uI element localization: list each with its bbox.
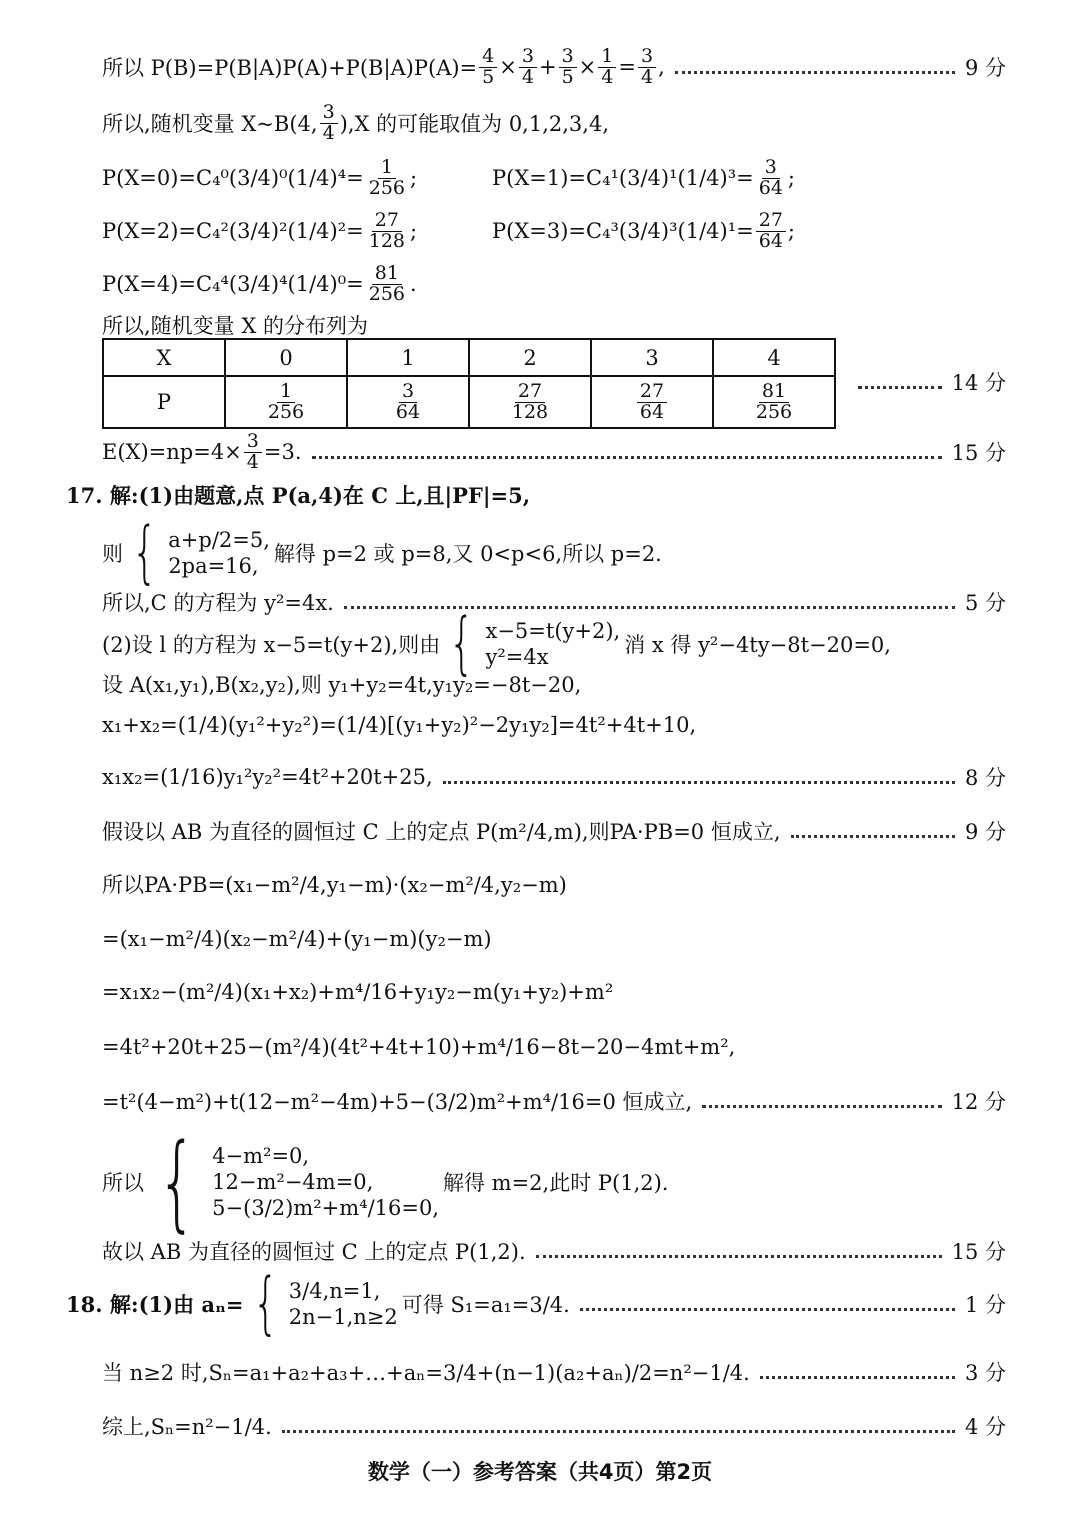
line-expand-3: =4t²+20t+25−(m²/4)(4t²+4t+10)+m⁴/16−8t−20−4mt+m², [102,1035,736,1059]
fraction: $\frac{27}{64}$ [756,211,786,252]
score-leader [702,1105,941,1108]
line-conclusion: 故以 AB 为直径的圆恒过 C 上的定点 P(1,2). 15 分 [102,1240,1006,1264]
score-leader [580,1308,955,1311]
table-cell: $\frac{1}{256}$ [225,376,347,428]
fraction: $\frac{4}{5}$ [479,47,497,88]
line-binomial: 所以,随机变量 X~B(4, 3 4 ),X 的可能取值为 0,1,2,3,4, [102,100,610,144]
table-cell: $\frac{27}{128}$ [469,376,591,428]
line-dist-intro: 所以,随机变量 X 的分布列为 [102,314,368,338]
pb-text: 所以 P(B)=P(B|A)P(A)+P(B|A)P(A)= [102,56,478,80]
brace: { [252,1264,279,1343]
table-cell: 0 [225,339,347,376]
line-identity: =t²(4−m²)+t(12−m²−4m)+5−(3/2)m²+m⁴/16=0 恒成立, 12 分 [102,1090,1006,1114]
fraction: 3 4 [320,103,338,144]
brace: { [157,1121,197,1243]
line-px0-px1: P(X=0)=C₄⁰(3/4)⁰(1/4)⁴= $\frac{1}{256}$ ; P(X=1)=C₄¹(3/4)¹(1/4)³= $\frac{3}{64}$ ; [102,155,795,199]
line-system-p: 则 { a+p/2=5, 2pa=16, 解得 p=2 或 p=8,又 0<p<6,所以 p=2. [102,513,662,592]
line-expand-2: =x₁x₂−(m²/4)(x₁+x₂)+m⁴/16+y₁y₂−m(y₁+y₂)+m² [102,980,614,1004]
table-header-x: X [103,339,225,376]
table-cell: 3 [591,339,713,376]
line-x-product: x₁x₂=(1/16)y₁²y₂²=4t²+20t+25, 8 分 [102,765,1006,790]
line-expand-1: =(x₁−m²/4)(x₂−m²/4)+(y₁−m)(y₂−m) [102,927,492,951]
line-px2-px3: P(X=2)=C₄²(3/4)²(1/4)²= $\frac{27}{128}$ ; P(X=3)=C₄³(3/4)³(1/4)¹= $\frac{27}{64}$ ; [102,208,795,252]
score-leader [791,835,955,838]
q17-heading: 17. 解:(1)由题意,点 P(a,4)在 C 上,且|PF|=5, [66,483,531,508]
score-leader [760,1376,955,1379]
fraction: $\frac{27}{128}$ [368,208,405,252]
fraction: $\frac{1}{4}$ [598,47,616,88]
line-parabola: 所以,C 的方程为 y²=4x. 5 分 [102,591,1006,615]
score-leader [344,606,955,609]
table-cell: $\frac{27}{64}$ [591,376,713,428]
line-sn: 当 n≥2 时,Sₙ=a₁+a₂+a₃+…+aₙ=3/4+(n−1)(a₂+aₙ)/2=n²−1/4. 3 分 [102,1361,1006,1385]
table-cell: 4 [713,339,835,376]
fraction: 3 4 [519,47,537,88]
line-system-l: (2)设 l 的方程为 x−5=t(y+2),则由 { x−5=t(y+2), y²=4x 消 x 得 y²−4ty−8t−20=0, [102,604,891,683]
brace: { [131,513,158,592]
table-cell: $\frac{3}{64}$ [347,376,469,428]
line-x-sum: x₁+x₂=(1/4)(y₁²+y₂²)=(1/4)[(y₁+y₂)²−2y₁y₂]=4t²+4t+10, [102,713,697,737]
fraction: $\frac{3}{64}$ [758,155,783,199]
q18-heading: 18. 解:(1)由 aₙ= { 3/4,n=1, 2n−1,n≥2 可得 S₁=a₁=3/4. 1 分 [66,1264,1006,1343]
line-pb: 所以 P(B)=P(B|A)P(A)+P(B|A)P(A)= $\frac{4}{5}$ × 3 4 + $\frac{3}{5}$ × $\frac{1}{4}$ = $\frac{3}{4}$ , 9 分 [102,44,1006,88]
line-summary: 综上,Sₙ=n²−1/4. 4 分 [102,1415,1006,1439]
line-dot-product: 所以PA·PB=(x₁−m²/4,y₁−m)·(x₂−m²/4,y₂−m) [102,873,567,897]
score-leader [282,1430,955,1433]
score-leader [443,781,955,784]
line-vieta: 设 A(x₁,y₁),B(x₂,y₂),则 y₁+y₂=4t,y₁y₂=−8t−20, [102,673,582,697]
distribution-table [102,338,836,429]
table-score: 14 分 [858,362,1006,402]
table-cell: 1 [347,339,469,376]
line-px4: P(X=4)=C₄⁴(3/4)⁴(1/4)⁰= $\frac{81}{256}$ . [102,261,417,305]
fraction: $\frac{81}{256}$ [368,261,405,305]
score-leader [536,1255,942,1258]
line-assumption: 假设以 AB 为直径的圆恒过 C 上的定点 P(m²/4,m),则PA·PB=0 恒成立, 9 分 [102,820,1006,844]
line-expectation: E(X)=np=4× $\frac{3}{4}$ =3. 15 分 [102,429,1006,473]
fraction: $\frac{3}{4}$ [638,47,656,88]
fraction: $\frac{3}{4}$ [244,432,262,473]
score-leader [858,386,942,389]
table-cell: 2 [469,339,591,376]
fraction: $\frac{1}{256}$ [368,155,405,199]
score-label: 9 分 [964,56,1006,80]
brace: { [448,604,475,683]
table-cell: $\frac{81}{256}$ [713,376,835,428]
fraction: $\frac{3}{5}$ [559,47,577,88]
table-header-p: P [103,376,225,428]
page-footer: 数学（一）参考答案（共4页）第2页 [367,1460,713,1484]
line-system-m: 所以 { 4−m²=0, 12−m²−4m=0, 5−(3/2)m²+m⁴/16=0, 解得 m=2,此时 P(1,2). [102,1121,669,1243]
score-leader [675,71,955,74]
score-leader [312,456,942,459]
